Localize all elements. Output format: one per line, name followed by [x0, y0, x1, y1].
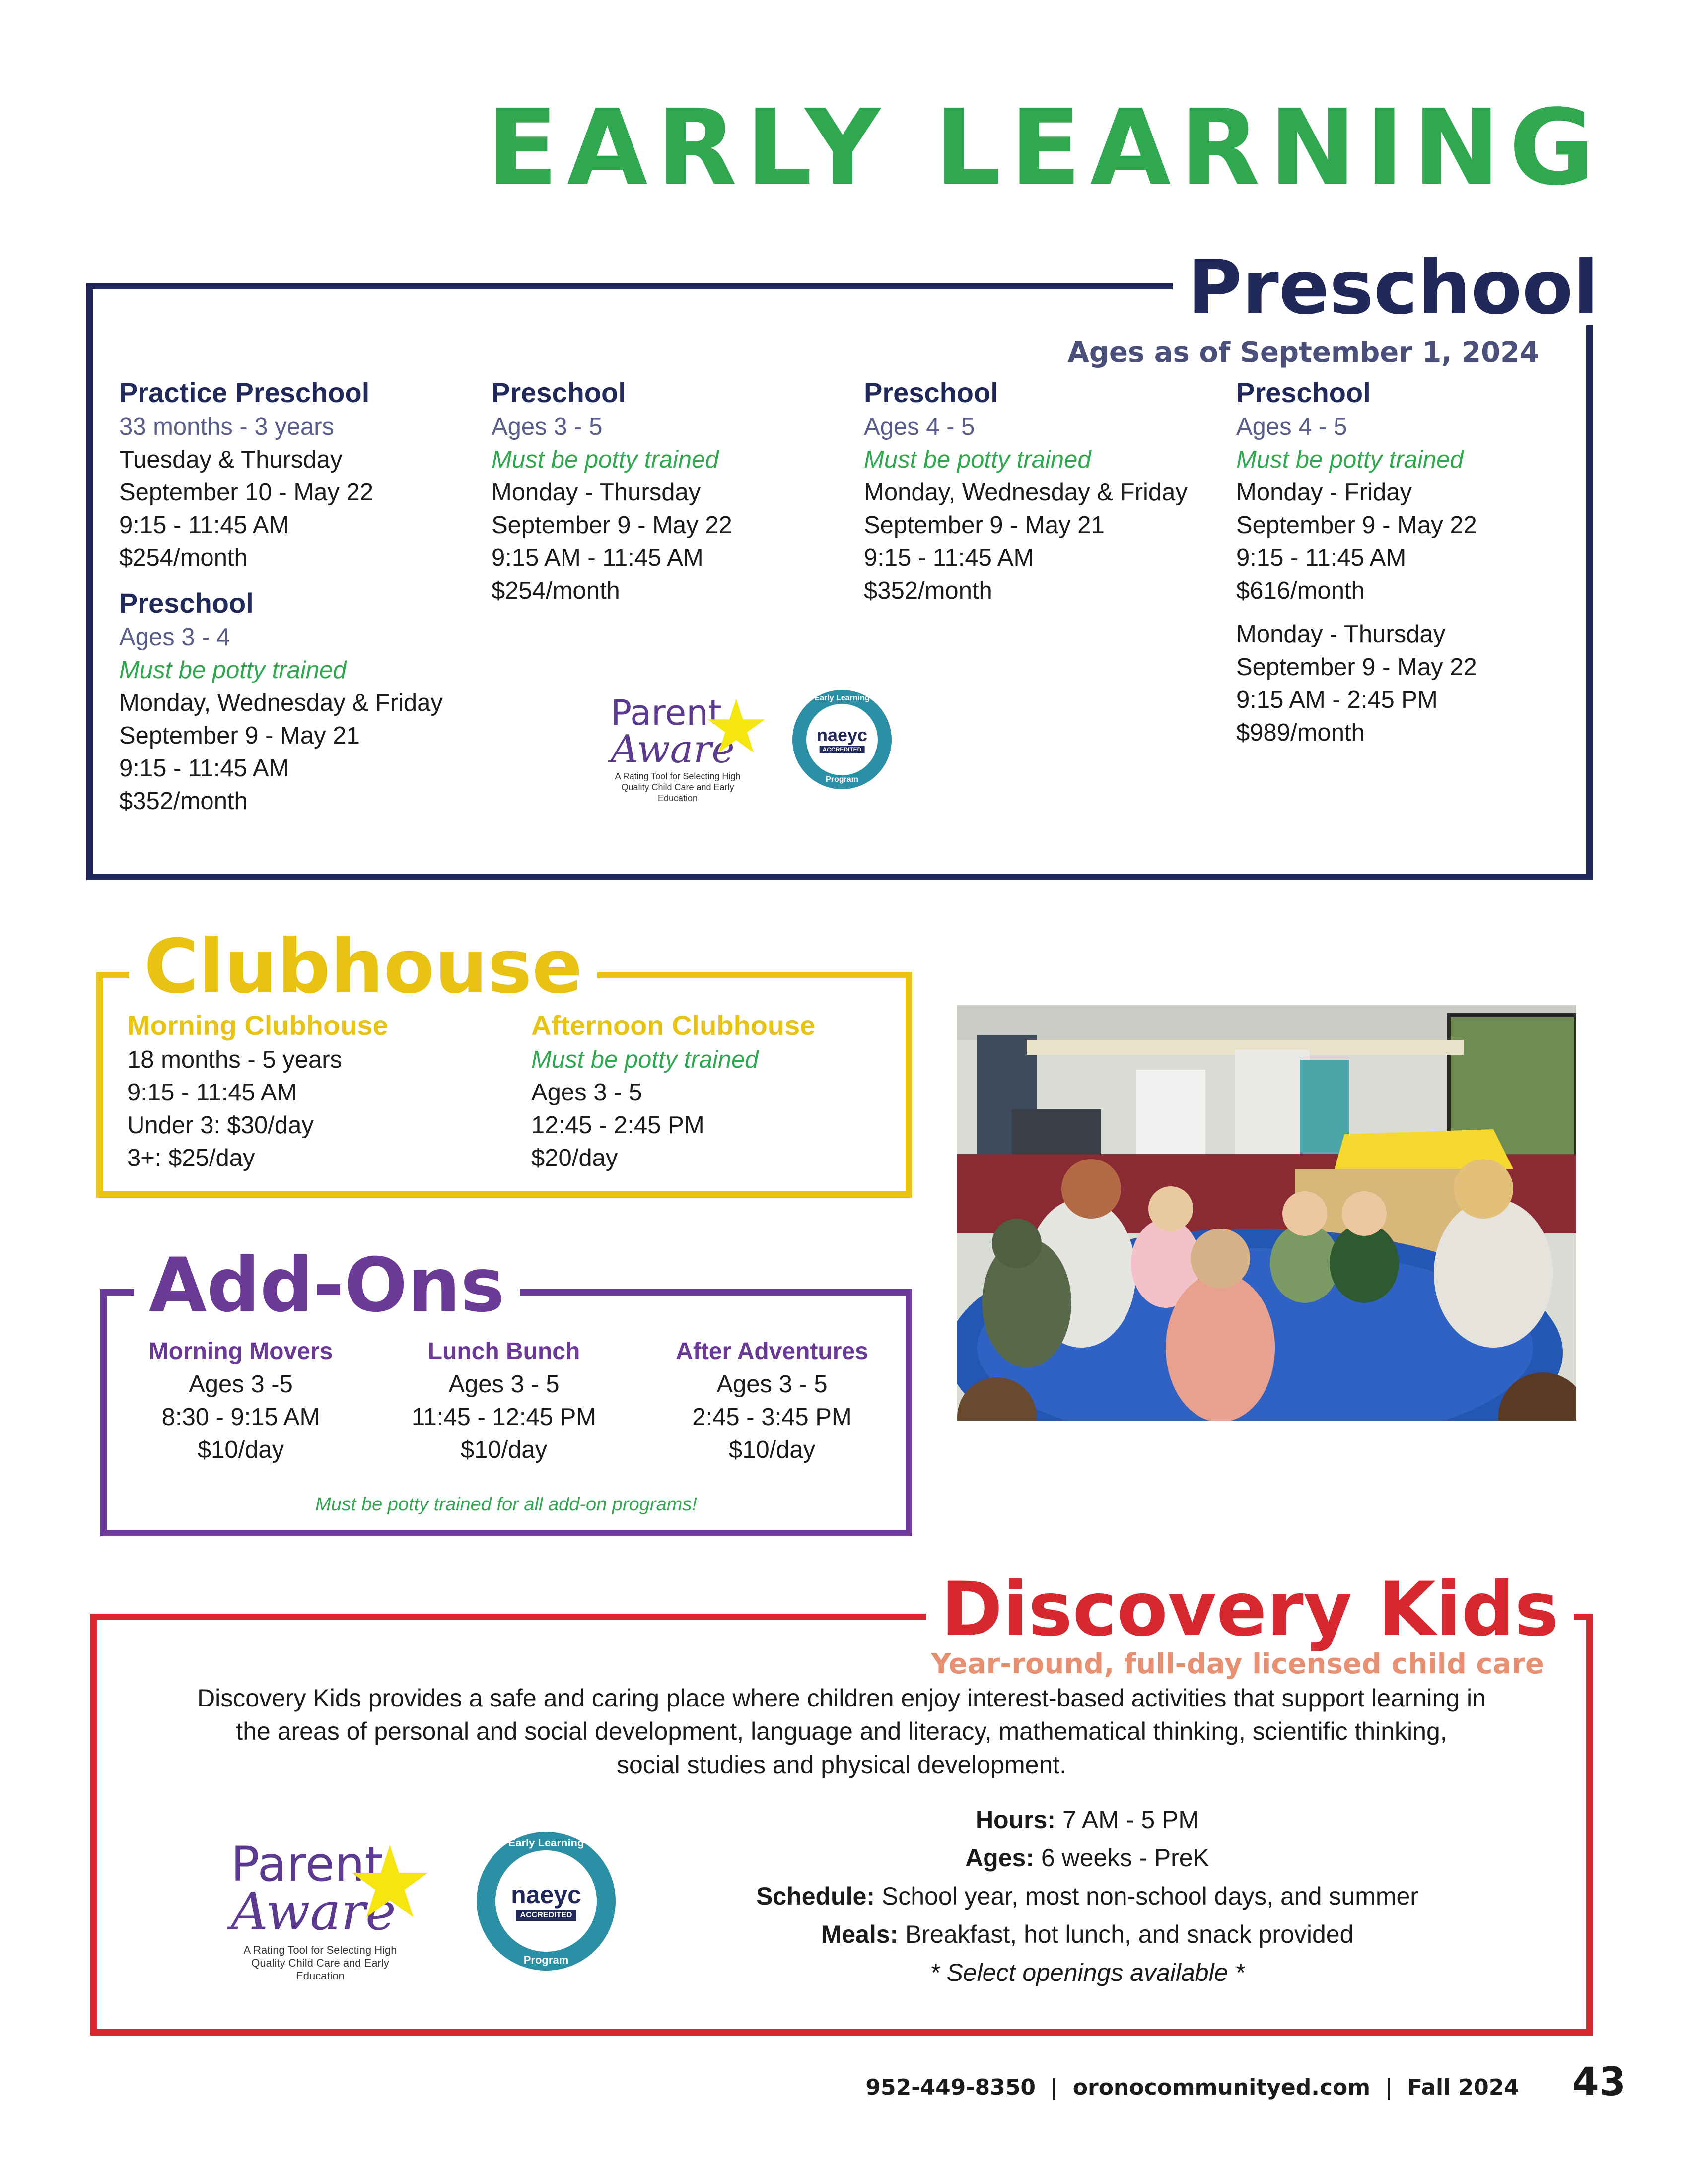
clubhouse-title: Clubhouse: [129, 930, 597, 1004]
program-price: 3+: $25/day: [127, 1145, 255, 1171]
program-time: 9:15 AM - 11:45 AM: [492, 545, 703, 571]
page-masthead: EARLY LEARNING: [487, 87, 1604, 208]
program-price: $20/day: [531, 1145, 618, 1171]
addon-ages: Ages 3 - 5: [716, 1371, 828, 1398]
footer-website[interactable]: oronocommunityed.com: [1072, 2075, 1371, 2100]
discovery-description: Discovery Kids provides a safe and caring place where children enjoy interest-based activities that support learning in the areas of personal and social development, language and literacy, mathematical thinking, scientific thinking, social studies and physical development.: [197, 1684, 1486, 1778]
footer-season: Fall 2024: [1407, 2075, 1519, 2100]
program-ages: Ages 4 - 5: [864, 413, 975, 440]
fact-hours: Hours: 7 AM - 5 PM: [975, 1806, 1199, 1834]
afternoon-clubhouse: [531, 1008, 815, 1174]
potty-requirement: Must be potty trained: [119, 657, 347, 683]
program-name: Practice Preschool: [119, 377, 370, 408]
addon-time: 11:45 - 12:45 PM: [411, 1404, 597, 1431]
program-dates: September 9 - May 21: [864, 512, 1105, 539]
addon-time: 2:45 - 3:45 PM: [692, 1404, 852, 1431]
program-days: Monday - Thursday: [1236, 621, 1446, 648]
discovery-title: Discovery Kids: [926, 1572, 1574, 1647]
program-dates: September 9 - May 21: [119, 722, 360, 749]
program-days: Monday - Friday: [1236, 479, 1412, 506]
parent-aware-logo: Parent Aware ★ A Rating Tool for Selecting High Quality Child Care and Early Education: [231, 1828, 434, 1982]
program-ages: Ages 3 - 5: [492, 413, 603, 440]
addon-name: After Adventures: [676, 1338, 868, 1365]
program-name: Afternoon Clubhouse: [531, 1010, 816, 1041]
star-icon: ★: [345, 1828, 434, 1938]
program-name: Preschool: [492, 377, 626, 408]
program-days: Monday, Wednesday & Friday: [864, 479, 1188, 506]
preschool-column-4: [1236, 375, 1477, 749]
preschool-column-1: [119, 375, 443, 818]
naeyc-accreditation-logo: Early Learning naeyc ACCREDITED Program: [792, 690, 892, 789]
program-dates: September 9 - May 22: [1236, 512, 1477, 539]
program-dates: September 9 - May 22: [492, 512, 732, 539]
program-days: Tuesday & Thursday: [119, 446, 343, 473]
program-name: Preschool: [119, 587, 254, 618]
program-time: 9:15 - 11:45 AM: [864, 545, 1034, 571]
addon-ages: Ages 3 - 5: [448, 1371, 560, 1398]
naeyc-accreditation-logo: Early Learning naeyc ACCREDITED Program: [477, 1832, 616, 1971]
preschool-column-2: [492, 375, 732, 607]
program-time: 9:15 - 11:45 AM: [119, 512, 289, 539]
footer-contact: 952-449-8350 | oronocommunityed.com | Fall 2024: [865, 2075, 1519, 2100]
classroom-photo: [957, 1005, 1576, 1421]
footer-phone: 952-449-8350: [865, 2075, 1036, 2100]
addons-potty-note: Must be potty trained for all add-on programs!: [315, 1494, 697, 1515]
addon-lunch-bunch: [392, 1335, 616, 1466]
addon-morning-movers: [129, 1335, 352, 1466]
potty-requirement: Must be potty trained: [531, 1046, 759, 1073]
addon-ages: Ages 3 -5: [189, 1371, 293, 1398]
program-price: $254/month: [119, 545, 248, 571]
preschool-column-3: [864, 375, 1188, 607]
discovery-facts: [665, 1801, 1509, 1992]
morning-clubhouse: [127, 1008, 388, 1174]
program-price: Under 3: $30/day: [127, 1112, 314, 1139]
program-name: Preschool: [1236, 377, 1371, 408]
program-time: 12:45 - 2:45 PM: [531, 1112, 704, 1139]
program-price: $352/month: [864, 577, 992, 604]
discovery-subtitle: Year-round, full-day licensed child care: [931, 1648, 1544, 1680]
addon-name: Morning Movers: [148, 1338, 333, 1365]
openings-note: * Select openings available *: [930, 1959, 1245, 1986]
program-time: 9:15 - 11:45 AM: [1236, 545, 1407, 571]
page-number: 43: [1572, 2060, 1626, 2105]
fact-meals: Meals: Breakfast, hot lunch, and snack provided: [821, 1920, 1354, 1948]
program-price: $254/month: [492, 577, 620, 604]
program-ages: Ages 4 - 5: [1236, 413, 1347, 440]
program-ages: Ages 3 - 5: [531, 1079, 642, 1106]
addons-title: Add-Ons: [134, 1248, 520, 1323]
program-time: 9:15 AM - 2:45 PM: [1236, 686, 1438, 713]
program-price: $616/month: [1236, 577, 1365, 604]
potty-requirement: Must be potty trained: [864, 446, 1091, 473]
program-dates: September 10 - May 22: [119, 479, 374, 506]
program-ages: 18 months - 5 years: [127, 1046, 343, 1073]
preschool-subtitle: Ages as of September 1, 2024: [1067, 337, 1539, 369]
addon-name: Lunch Bunch: [427, 1338, 580, 1365]
program-name: Preschool: [864, 377, 998, 408]
star-icon: ★: [703, 685, 770, 768]
parent-aware-logo: Parent Aware ★ A Rating Tool for Selecting High Quality Child Care and Early Education: [611, 685, 770, 803]
addon-price: $10/day: [197, 1436, 284, 1463]
addon-time: 8:30 - 9:15 AM: [161, 1404, 320, 1431]
program-time: 9:15 - 11:45 AM: [127, 1079, 297, 1106]
program-ages: Ages 3 - 4: [119, 624, 230, 651]
program-name: Morning Clubhouse: [127, 1010, 388, 1041]
program-days: Monday - Thursday: [492, 479, 701, 506]
addon-price: $10/day: [728, 1436, 816, 1463]
program-price: $989/month: [1236, 719, 1365, 746]
program-days: Monday, Wednesday & Friday: [119, 689, 443, 716]
addon-after-adventures: [660, 1335, 884, 1466]
program-price: $352/month: [119, 788, 248, 815]
preschool-title: Preschool: [1173, 251, 1614, 325]
program-dates: September 9 - May 22: [1236, 654, 1477, 681]
potty-requirement: Must be potty trained: [492, 446, 719, 473]
program-ages: 33 months - 3 years: [119, 413, 335, 440]
program-time: 9:15 - 11:45 AM: [119, 755, 289, 782]
fact-ages: Ages: 6 weeks - PreK: [965, 1844, 1209, 1872]
potty-requirement: Must be potty trained: [1236, 446, 1464, 473]
addon-price: $10/day: [460, 1436, 548, 1463]
fact-schedule: Schedule: School year, most non-school days, and summer: [756, 1882, 1418, 1910]
